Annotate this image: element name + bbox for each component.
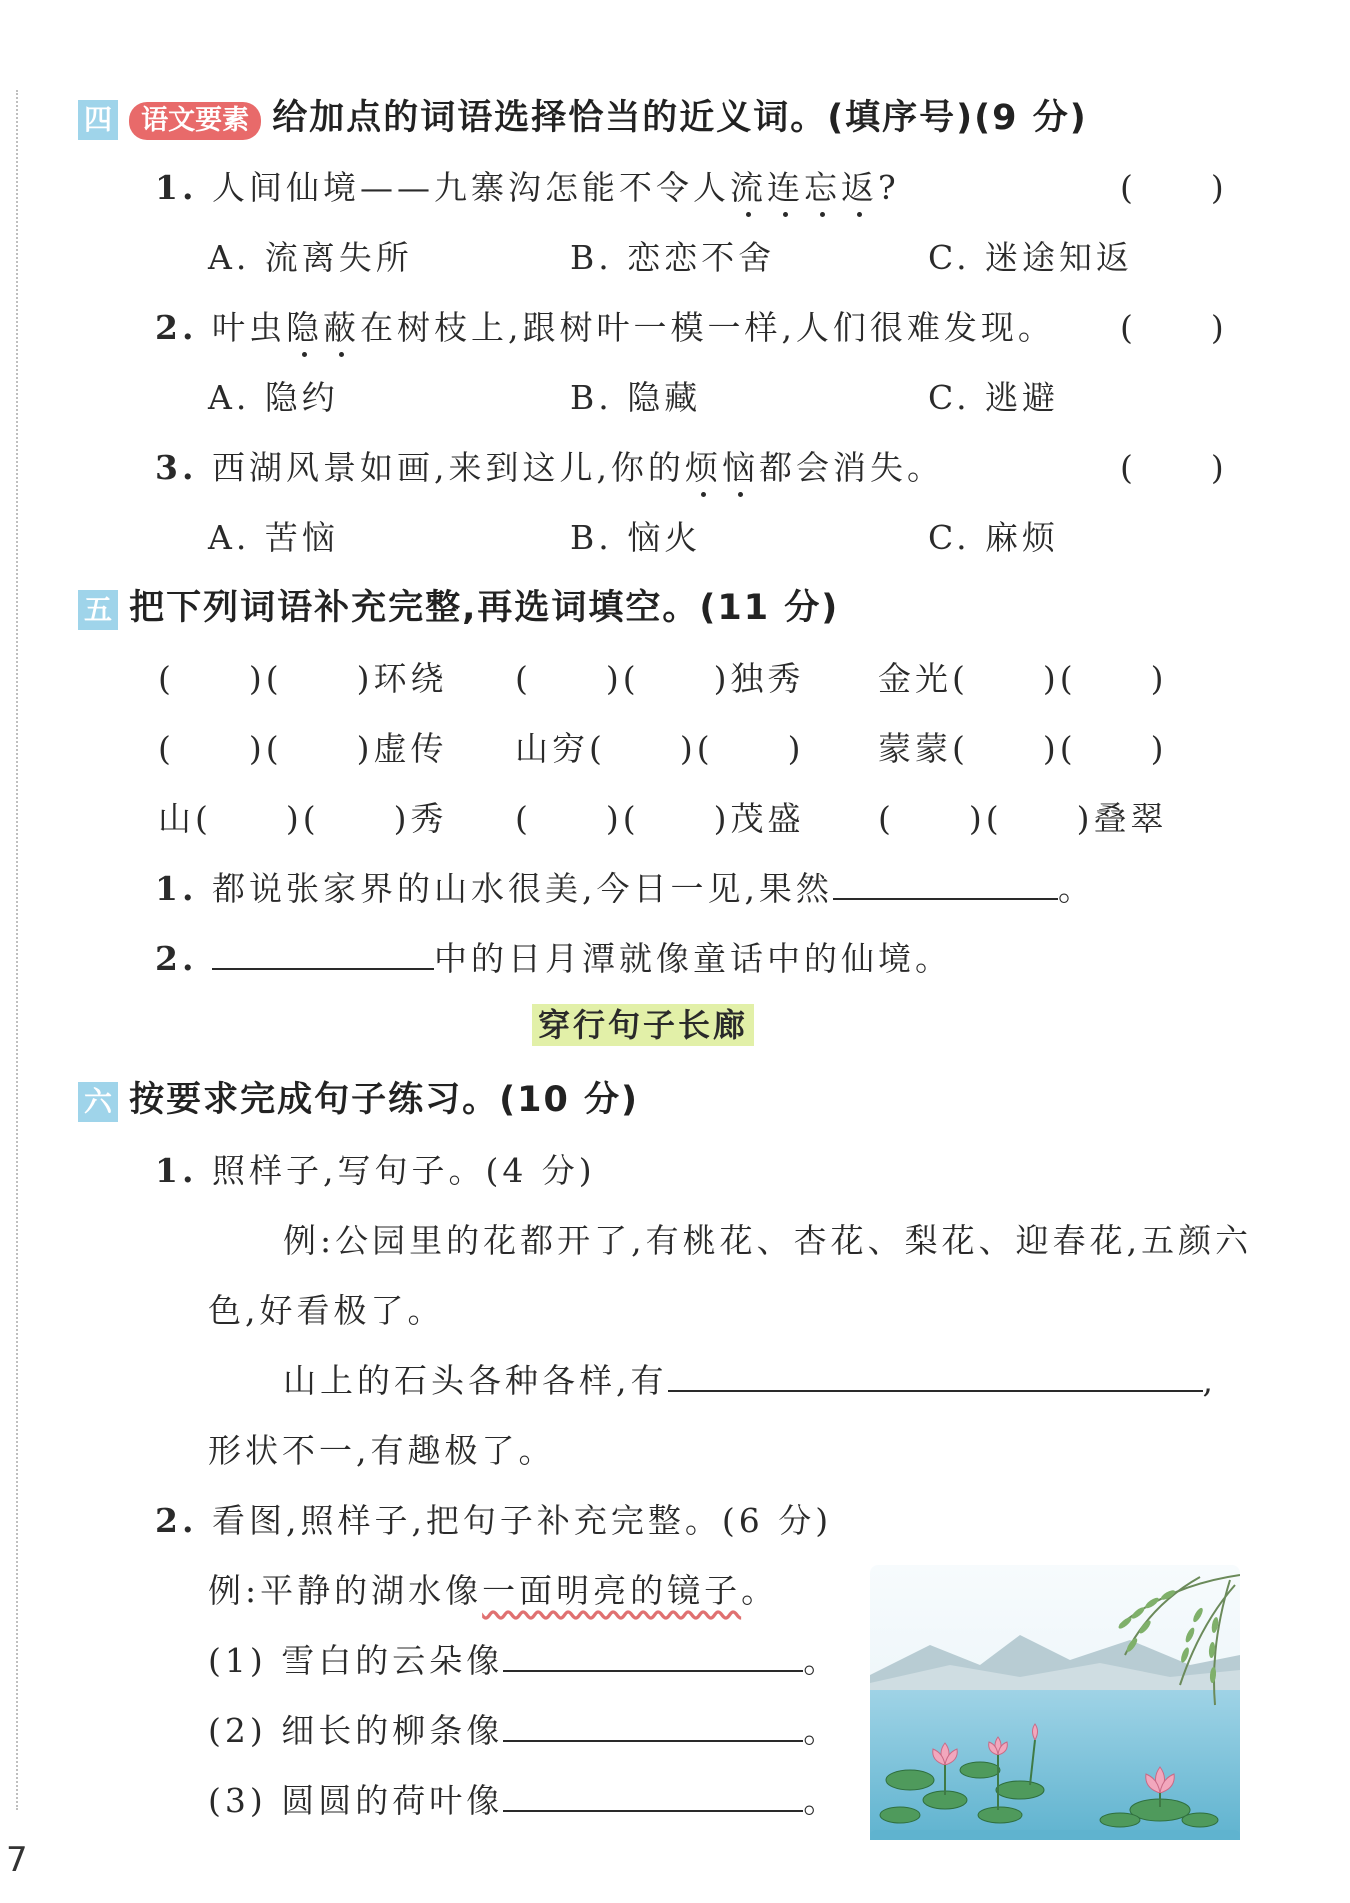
answer-parentheses[interactable]: ( ): [1120, 168, 1228, 207]
banner-text: 穿行句子长廊: [532, 1004, 754, 1046]
fill-sentence-2: [155, 933, 952, 980]
example-line-1: 例:公园里的花都开了,有桃花、杏花、梨花、迎春花,五颜六: [283, 1221, 1253, 1260]
option-a[interactable]: A. 流离失所: [208, 238, 413, 277]
answer-blank[interactable]: [503, 1644, 803, 1672]
idiom-blank[interactable]: ( )( )茂盛: [515, 799, 805, 838]
dotted-char: 流: [729, 168, 767, 207]
idiom-blank[interactable]: 蒙蒙( )( ): [878, 729, 1168, 768]
question-text: 照样子,写句子。(4 分): [211, 1151, 596, 1190]
example-underlined: 一面明亮的镜子: [482, 1571, 742, 1610]
q2-title: [155, 1495, 832, 1542]
section-title: 按要求完成句子练习。(10 分): [129, 1080, 639, 1120]
dotted-char: 烦: [684, 448, 722, 487]
dotted-char: 连: [766, 168, 804, 207]
question-2: [155, 302, 1055, 349]
dotted-char: 蔽: [322, 308, 360, 347]
q2-example: [208, 1565, 778, 1612]
answer-parentheses[interactable]: ( ): [1120, 308, 1228, 347]
dotted-word: [286, 308, 360, 347]
idiom-blank[interactable]: ( )( )叠翠: [878, 799, 1168, 838]
item-end: 。: [803, 1641, 841, 1680]
practice-sentence: [283, 1355, 1217, 1402]
question-text: 叶虫: [211, 308, 286, 347]
section-6-header: [78, 1072, 639, 1122]
dotted-char: 隐: [285, 308, 323, 347]
page-number: 7: [6, 1840, 28, 1880]
binding-margin-line: [16, 90, 18, 1810]
answer-blank[interactable]: [668, 1364, 1203, 1392]
question-3: [155, 442, 944, 489]
item-end: 。: [803, 1711, 841, 1750]
idiom-blank[interactable]: ( )( )虚传: [158, 729, 448, 768]
option-c[interactable]: C. 麻烦: [928, 518, 1060, 557]
section-title: 给加点的词语选择恰当的近义词。(填序号)(9 分): [272, 98, 1088, 138]
prompt-text: 山上的石头各种各样,有: [283, 1361, 668, 1400]
question-text: 看图,照样子,把句子补充完整。(6 分): [211, 1501, 833, 1540]
example-prefix: 例:平静的湖水像: [208, 1571, 483, 1610]
section-tag: 语文要素: [129, 102, 261, 140]
option-a[interactable]: A. 隐约: [208, 378, 339, 417]
idiom-blank[interactable]: 山穷( )( ): [515, 729, 805, 768]
section-badge: 六: [78, 1082, 118, 1122]
question-text-end: 在树枝上,跟树叶一模一样,人们很难发现。: [359, 308, 1055, 347]
example-line-2: 色,好看极了。: [208, 1291, 445, 1330]
q1-title: [155, 1145, 596, 1192]
option-b[interactable]: B. 恼火: [570, 518, 702, 557]
question-text: 西湖风景如画,来到这儿,你的: [211, 448, 685, 487]
answer-blank[interactable]: [212, 942, 434, 970]
option-b[interactable]: B. 恋恋不舍: [570, 238, 776, 277]
option-a[interactable]: A. 苦恼: [208, 518, 339, 557]
section-badge: 五: [78, 590, 118, 630]
option-c[interactable]: C. 逃避: [928, 378, 1060, 417]
q2-item-3: [208, 1775, 840, 1822]
dotted-word: [685, 448, 759, 487]
idiom-blank[interactable]: 金光( )( ): [878, 659, 1168, 698]
answer-blank[interactable]: [503, 1714, 803, 1742]
example-end: 。: [741, 1571, 779, 1610]
item-label: (3) 圆圆的荷叶像: [208, 1781, 504, 1820]
dotted-char: 返: [840, 168, 878, 207]
dotted-word: [730, 168, 878, 207]
question-text-end: 都会消失。: [758, 448, 944, 487]
sentence-end: 。: [1057, 869, 1095, 908]
question-number: 3.: [155, 448, 198, 487]
dotted-char: 恼: [721, 448, 759, 487]
option-c[interactable]: C. 迷途知返: [928, 238, 1134, 277]
question-text-end: ?: [877, 168, 900, 207]
idiom-blank[interactable]: ( )( )环绕: [158, 659, 448, 698]
prompt-end: ,: [1202, 1361, 1217, 1400]
item-label: (1) 雪白的云朵像: [208, 1641, 504, 1680]
practice-sentence-line-2: 形状不一,有趣极了。: [208, 1431, 556, 1470]
answer-blank[interactable]: [503, 1784, 803, 1812]
question-number: 2.: [155, 308, 198, 347]
section-badge: 四: [78, 100, 118, 140]
question-text: 人间仙境——九寨沟怎能不令人: [211, 168, 730, 207]
section-5-header: [78, 580, 839, 630]
lake-illustration: [870, 1565, 1240, 1840]
idiom-blank[interactable]: 山( )( )秀: [158, 799, 448, 838]
fill-sentence-1: [155, 863, 1095, 910]
question-1: [155, 162, 900, 209]
item-label: (2) 细长的柳条像: [208, 1711, 504, 1750]
option-b[interactable]: B. 隐藏: [570, 378, 702, 417]
answer-parentheses[interactable]: ( ): [1120, 448, 1228, 487]
q2-item-2: [208, 1705, 840, 1752]
sentence-text: 都说张家界的山水很美,今日一见,果然: [211, 869, 833, 908]
question-number: 1.: [155, 1151, 198, 1190]
q2-item-1: [208, 1635, 840, 1682]
section-banner: [532, 1000, 754, 1046]
dotted-char: 忘: [803, 168, 841, 207]
idiom-blank[interactable]: ( )( )独秀: [515, 659, 805, 698]
question-number: 2.: [155, 1501, 198, 1540]
item-end: 。: [803, 1781, 841, 1820]
section-4-header: [78, 90, 1088, 140]
answer-blank[interactable]: [833, 872, 1058, 900]
section-title: 把下列词语补充完整,再选词填空。(11 分): [129, 588, 840, 628]
question-number: 1.: [155, 168, 198, 207]
question-number: 1.: [155, 869, 198, 908]
question-number: 2.: [155, 939, 198, 978]
sentence-text: 中的日月潭就像童话中的仙境。: [433, 939, 952, 978]
